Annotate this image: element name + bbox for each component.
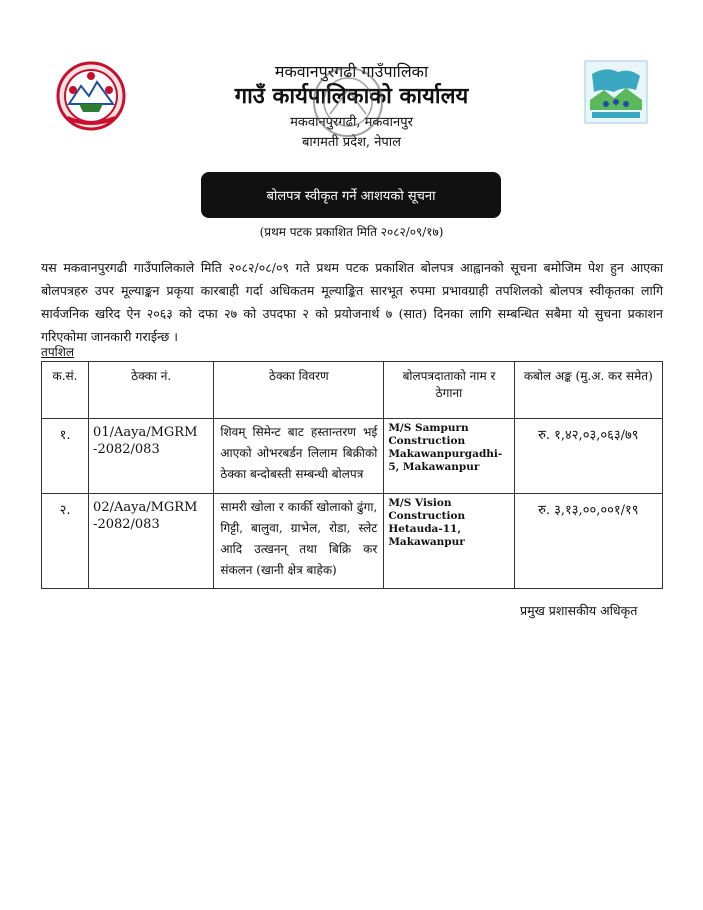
row-amount: रु. १,४२,०३,०६३/७९ bbox=[514, 419, 662, 494]
signatory-title: प्रमुख प्रशासकीय अधिकृत bbox=[520, 603, 638, 618]
row-amount: रु. ३,१३,००,००१/१९ bbox=[514, 494, 662, 589]
notice-title: बोलपत्र स्वीकृत गर्ने आशयको सूचना bbox=[201, 172, 501, 218]
row-sn: १. bbox=[42, 419, 89, 494]
row-description: सामरी खोला र कार्की खोलाको ढुंगा, गिट्टी, बालुवा, ग्राभेल, रोडा, स्लेट आदि उत्खनन् तथा बिक्रि कर संकलन (खानी क्षेत्र बाहेक) bbox=[214, 494, 384, 589]
office-address: मकवानपुरगढी, मकवानपुर bbox=[290, 115, 413, 130]
row-bidder bbox=[384, 419, 514, 494]
header-amount: कबोल अङ्क (मु.अ. कर समेत) bbox=[514, 362, 662, 419]
row-description: शिवम् सिमेन्ट बाट हस्तान्तरण भई आएको ओभरबर्डन लिलाम बिक्रीको ठेक्का बन्दोबस्ती सम्बन्धी बोलपत्र bbox=[214, 419, 384, 494]
publication-date: (प्रथम पटक प्रकाशित मिति २०८२/०९/१७) bbox=[259, 225, 444, 239]
notice-body: यस मकवानपुरगढी गाउँपालिकाले मिति २०८२/०८/०९ गते प्रथम पटक प्रकाशित बोलपत्र आह्वानको सूचना बमोजिम पेश हुन आएका बोलपत्रहरु उपर मूल्याङ्कन प्रकृया कारबाही गर्दा अधिकतम मूल्याङ्कित सारभूत रुपमा प्रभावग्राही तपशिलको बोलपत्र स्वीकृतका लागि सार्वजनिक खरिद ऐन २०६३ को दफा २७ को उपदफा २ को प्रयोजनार्थ ७ (सात) दिनका लागि सम्बन्धित सबैमा यो सुचना प्रकाशन गरिएकोमा जानकारी गराईन्छ । bbox=[41, 260, 663, 344]
nepal-government-emblem-icon bbox=[55, 60, 127, 132]
municipality-name: मकवानपुरगढी गाउँपालिका bbox=[274, 62, 429, 81]
table-header-row bbox=[42, 362, 663, 419]
office-stamp-icon bbox=[310, 64, 386, 140]
bidder-address: Hetauda-11, Makawanpur bbox=[388, 523, 465, 548]
bid-table bbox=[41, 361, 663, 589]
row-contract-no: 02/Aaya/MGRM -2082/083 bbox=[89, 494, 214, 589]
row-sn: २. bbox=[42, 494, 89, 589]
header-contract-no: ठेक्का नं. bbox=[89, 362, 214, 419]
municipality-logo-icon bbox=[584, 60, 648, 124]
office-name: गाउँ कार्यपालिकाको कार्यालय bbox=[234, 83, 469, 109]
header-description: ठेक्का विवरण bbox=[214, 362, 384, 419]
header-bidder: बोलपत्रदाताको नाम र ठेगाना bbox=[384, 362, 514, 419]
row-contract-no: 01/Aaya/MGRM -2082/083 bbox=[89, 419, 214, 494]
bidder-address: Makawanpurgadhi-5, Makawanpur bbox=[388, 448, 503, 473]
bidder-name: M/S Vision Construction bbox=[388, 497, 466, 522]
bidder-name: M/S Sampurn Construction bbox=[388, 422, 469, 447]
row-bidder bbox=[384, 494, 514, 589]
table-row bbox=[42, 494, 663, 589]
header-sn: क.सं. bbox=[42, 362, 89, 419]
details-label: तपशिल bbox=[41, 345, 75, 359]
province-name: बागमती प्रदेश, नेपाल bbox=[302, 135, 401, 150]
table-row bbox=[42, 419, 663, 494]
